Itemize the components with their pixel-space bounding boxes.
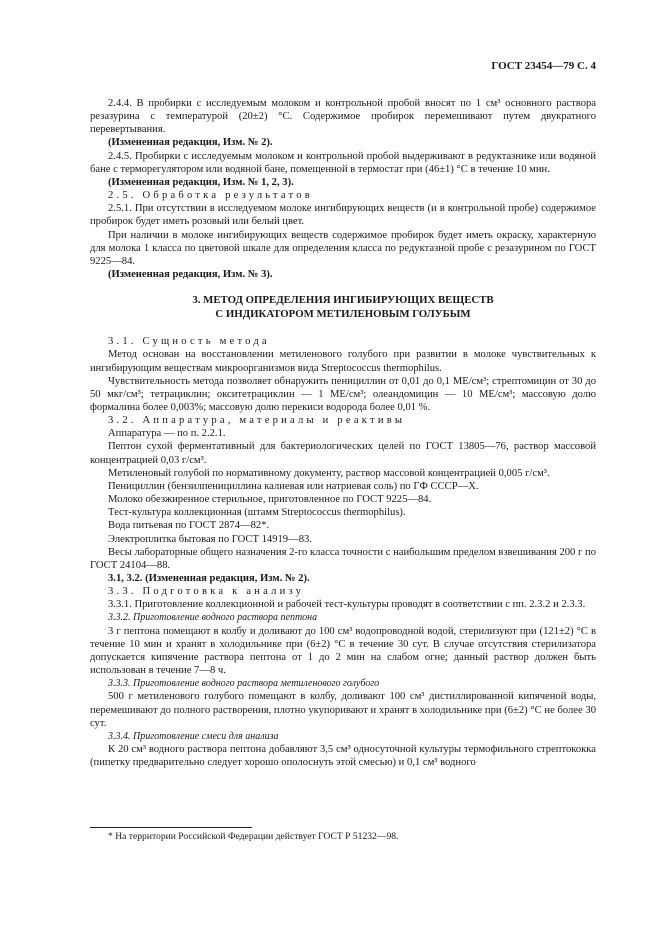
list-item: Молоко обезжиренное стерильное, приготовленное по ГОСТ 9225—84.	[108, 494, 432, 506]
subsection-heading-3-3: 3.3. Подготовка к анализу	[108, 586, 305, 598]
section-title-line: С ИНДИКАТОРОМ МЕТИЛЕНОВЫМ ГОЛУБЫМ	[215, 307, 471, 320]
list-item: Весы лабораторные общего назначения 2-го класса точности с наибольшим пределом взвешивания 200 г по ГОСТ 24104—88.	[90, 546, 596, 571]
amendment-note: (Измененная редакция, Изм. № 3).	[108, 269, 273, 281]
paragraph: Метод основан на восстановлении метиленового голубого при развитии в молоке чувствительных к ингибирующим веществам микроорганизмов вида Streptococcus thermophilus.	[90, 349, 596, 374]
section-title-3	[90, 294, 596, 321]
list-item: Метиленовый голубой по нормативному документу, раствор массовой концентрацией 0,005 г/см³.	[108, 467, 550, 479]
paragraph: 3 г пептона помещают в колбу и доливают до 100 см³ водопроводной водой, стерилизуют при (121±2) °С в течение 10 мин и хранят в холодильнике при (6±2) °С в течение 30 сут. В случае отсутствия стерилизатора допускается кипячение раствора пептона от 1 до 2 мин на слабом огне; данный раствор должен быть использован в течение 7—8 ч.	[90, 625, 596, 677]
paragraph-2-4-5: 2.4.5. Пробирки с исследуемым молоком и контрольной пробой выдерживают в редуктазнике или водяной бане с терморегулятором или водяной бане, помещенной в термостат при (46±1) °С в течение 10 мин.	[90, 150, 596, 175]
subsection-heading-2-5: 2.5. Обработка результатов	[108, 190, 313, 202]
paragraph-3-3-1: 3.3.1. Приготовление коллекционной и рабочей тест-культуры проводят в соответствии с пп. 2.3.2 и 2.3.3.	[108, 599, 586, 611]
list-item: Вода питьевая по ГОСТ 2874—82*.	[108, 520, 270, 532]
subsection-heading-3-3-3: 3.3.3. Приготовление водного раствора метиленового голубого	[108, 678, 380, 690]
list-item: Тест-культура коллекционная (штамм Streptococcus thermophilus).	[108, 507, 406, 519]
amendment-note: (Измененная редакция, Изм. № 1, 2, 3).	[108, 176, 294, 188]
subsection-heading-3-1: 3.1. Сущность метода	[108, 336, 270, 348]
paragraph: При наличии в молоке ингибирующих веществ содержимое пробирок будет иметь окраску, характерную для молока 1 класса по цветовой шкале для определения класса по редуктазной пробе с резазурином по ГОСТ 9225—84.	[90, 229, 596, 267]
running-header: ГОСТ 23454—79 С. 4	[491, 60, 596, 72]
section-title-line: 3. МЕТОД ОПРЕДЕЛЕНИЯ ИНГИБИРУЮЩИХ ВЕЩЕСТВ	[192, 294, 494, 307]
footnote: * На территории Российской Федерации действует ГОСТ Р 51232—98.	[108, 831, 399, 842]
list-item: Пенициллин (бензилпенициллина калиевая или натриевая соль) по ГФ СССР—Х.	[108, 480, 479, 492]
list-item: Аппаратура — по п. 2.2.1.	[108, 428, 226, 440]
subsection-heading-3-3-2: 3.3.2. Приготовление водного раствора пептона	[108, 612, 318, 624]
subsection-heading-3-3-4: 3.3.4. Приготовление смеси для анализа	[108, 730, 279, 742]
paragraph: 500 г метиленового голубого помещают в колбу, доливают 100 см³ дистиллированной кипяченой воды, перемешивают до полного растворения, плотно укупоривают и хранят в холодильнике при (6±2) °С не более 30 сут.	[90, 691, 596, 729]
amendment-note: (Измененная редакция, Изм. № 2).	[108, 137, 273, 149]
list-item: Пептон сухой ферментативный для бактериологических целей по ГОСТ 13805—76, раствор массовой концентрацией 0,03 г/см³.	[90, 441, 596, 466]
paragraph: К 20 см³ водного раствора пептона добавляют 3,5 см³ односуточной культуры термофильного стрептококка (пипетку предварительно следует хорошо ополоснуть этой смесью) и 0,1 см³ водного	[90, 744, 596, 769]
amendment-note: 3.1, 3.2. (Измененная редакция, Изм. № 2).	[108, 573, 310, 584]
document-body	[90, 97, 596, 769]
footnote-divider	[90, 827, 252, 828]
paragraph: Чувствительность метода позволяет обнаружить пенициллин от 0,01 до 0,1 МЕ/см³; стрептомицин от 30 до 50 мкг/см³; тетрациклин; окситетрациклин — 1 МЕ/см³; олеандомицин — 10 МЕ/см³; массовую долю формалина более 0,003%; массовую долю перекиси водорода более 0,01 %.	[90, 375, 596, 413]
paragraph-2-4-4: 2.4.4. В пробирки с исследуемым молоком и контрольной пробой вносят по 1 см³ основного раствора резазурина с температурой (20±2) °С. Содержимое пробирок перемешивают путем двукратного перевертывания.	[90, 98, 596, 136]
list-item: Электроплитка бытовая по ГОСТ 14919—83.	[108, 533, 312, 545]
subsection-heading-3-2: 3.2. Аппаратура, материалы и реактивы	[108, 415, 406, 427]
paragraph-2-5-1: 2.5.1. При отсутствии в исследуемом молоке ингибирующих веществ (и в контрольной пробе) содержимое пробирок будет иметь розовый или белый цвет.	[90, 203, 596, 228]
